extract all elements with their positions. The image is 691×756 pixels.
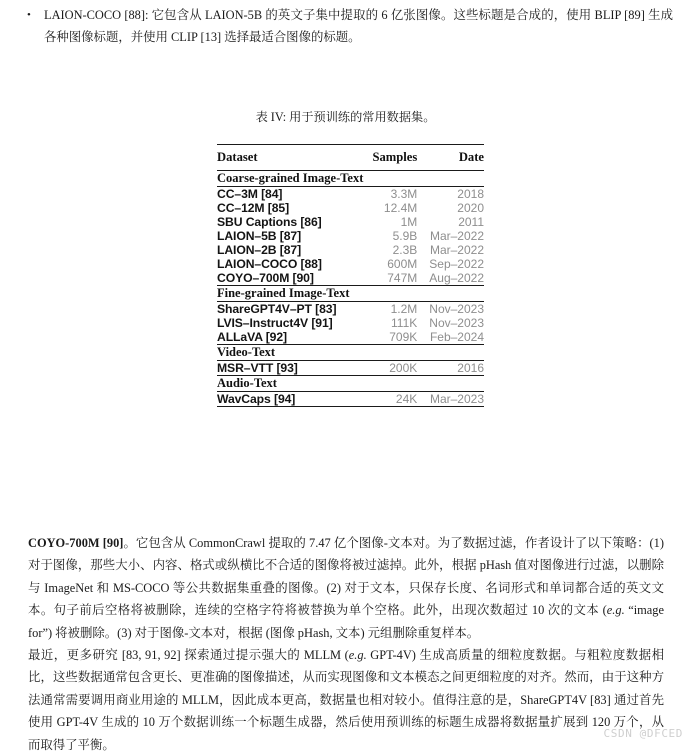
cell-date: 2020	[457, 201, 484, 215]
cell-date: 2011	[458, 215, 484, 229]
table-row	[217, 316, 484, 330]
cell-date: Nov–2023	[429, 316, 484, 330]
cell-date: 2016	[417, 361, 484, 376]
table-row	[217, 330, 484, 345]
cell-samples: 200K	[363, 361, 418, 376]
paragraph-body-1: 。它包含从 CommonCrawl 提取的 7.47 亿个图像-文本对。为了数据过滤，作者设计了以下策略：(1) 对于图像，那些大小、内容、格式或纵横比不合适的图像将被过滤掉。此外，根据 pHash 值对图像进行过滤，以删除与 ImageNet 和 MS-COCO 等公共数据集重叠的图像。(2) 对于文本，只保存长度、名词形式和单词都合适的英文文本。句子前后空格将被删除，连续的空格字符将被替换为单个空格。此外，出现次数超过 10 次的文本 (	[28, 536, 664, 618]
table-head	[217, 145, 484, 171]
table-group-label: Audio-Text	[217, 376, 484, 392]
paragraph-lead-in: COYO-700M [90]	[28, 536, 124, 550]
table-row	[217, 229, 484, 243]
table-group-label: Coarse-grained Image-Text	[217, 171, 484, 187]
table-row	[217, 302, 484, 317]
cell-dataset: CC–3M [84]	[217, 187, 363, 202]
cell-date: 2018	[417, 187, 484, 202]
cell-dataset: LAION–COCO [88]	[217, 257, 322, 271]
cell-dataset: LAION–2B [87]	[217, 243, 302, 257]
bullet-marker-icon: •	[27, 9, 31, 21]
paragraph-italic-1: e.g.	[348, 648, 367, 662]
table-row	[217, 361, 484, 376]
paragraph-text	[28, 532, 664, 644]
table-body	[217, 171, 484, 407]
table-caption: 表 IV: 用于预训练的常用数据集。	[255, 110, 436, 124]
table-row	[217, 187, 484, 202]
table-row	[217, 257, 484, 271]
cell-dataset: SBU Captions [86]	[217, 215, 322, 229]
cell-date: Sep–2022	[429, 257, 484, 271]
cell-date: Mar–2022	[429, 229, 484, 243]
datasets-table	[217, 144, 484, 407]
paragraph-recent-research	[28, 644, 664, 756]
cell-samples: 111K	[391, 316, 418, 330]
cell-samples: 600M	[387, 257, 418, 271]
table-row	[217, 243, 484, 257]
paragraph-coyo-700m	[28, 532, 664, 644]
list-item	[0, 4, 691, 48]
cell-dataset: ALLaVA [92]	[217, 330, 288, 344]
cell-samples: 5.9B	[392, 229, 418, 243]
cell-dataset: CC–12M [85]	[217, 201, 290, 215]
cell-samples: 24K	[363, 392, 418, 407]
paragraph-text	[28, 644, 664, 756]
cell-samples: 3.3M	[363, 187, 418, 202]
paragraph-body-2: “image for”) 将被删除。(3) 对于图像-文本对，根据 (图像 pHash, 文本) 元组删除重复样本。	[28, 603, 664, 640]
cell-date: Mar–2023	[417, 392, 484, 407]
cell-samples: 2.3B	[392, 243, 418, 257]
bullet-list	[0, 4, 691, 48]
column-header-dataset: Dataset	[217, 145, 363, 171]
cell-samples: 709K	[389, 330, 418, 344]
column-header-date: Date	[417, 145, 484, 171]
table-row	[217, 201, 484, 215]
cell-dataset: WavCaps [94]	[217, 392, 363, 407]
table-row	[217, 392, 484, 407]
cell-dataset: ShareGPT4V–PT [83]	[217, 302, 363, 317]
paragraph-body-2: GPT-4V) 生成高质量的细粒度数据。与粗粒度数据相比，这些数据通常包含更长、更准确的图像描述，从而实现图像和文本模态之间更细粒度的对齐。然而，由于这种方法通常需要调用商业用途的 MLLM，因此成本更高，数据量也相对较小。值得注意的是，ShareGPT4V [83] 通过首先使用 GPT-4V 生成的 10 万个数据训练一个标题生成器，然后使用预训练的标题生成器将数据量扩展到 120 万个，从而取得了平衡。	[28, 648, 664, 752]
cell-samples: 1M	[400, 215, 418, 229]
cell-date: Aug–2022	[429, 271, 484, 285]
paragraph-body-1: 最近，更多研究 [83, 91, 92] 探索通过提示强大的 MLLM (	[28, 648, 349, 662]
table-group-row	[217, 376, 484, 392]
watermark: CSDN @DFCED	[603, 727, 683, 740]
cell-date: Nov–2023	[417, 302, 484, 317]
table-group-row	[217, 171, 484, 187]
table-group-row	[217, 345, 484, 361]
cell-dataset: LVIS–Instruct4V [91]	[217, 316, 333, 330]
cell-dataset: COYO–700M [90]	[217, 271, 314, 285]
column-header-samples: Samples	[363, 145, 418, 171]
cell-samples: 12.4M	[383, 201, 418, 215]
table-row	[217, 215, 484, 229]
table-header-row	[217, 145, 484, 171]
table-row	[217, 271, 484, 286]
list-item-text: LAION-COCO [88]: 它包含从 LAION-5B 的英文子集中提取的 6 亿张图像。这些标题是合成的，使用 BLIP [89] 生成各种图像标题，并使用 CLIP [13] 选择最适合图像的标题。	[44, 8, 673, 44]
datasets-table-container	[217, 144, 484, 407]
table-group-label: Video-Text	[217, 345, 484, 361]
cell-samples: 747M	[387, 271, 418, 285]
paragraph-italic-1: e.g.	[606, 603, 625, 618]
table-group-row	[217, 286, 484, 302]
table-group-label: Fine-grained Image-Text	[217, 286, 484, 302]
cell-samples: 1.2M	[363, 302, 418, 317]
cell-date: Feb–2024	[429, 330, 484, 344]
cell-date: Mar–2022	[429, 243, 484, 257]
cell-dataset: MSR–VTT [93]	[217, 361, 363, 376]
cell-dataset: LAION–5B [87]	[217, 229, 302, 243]
